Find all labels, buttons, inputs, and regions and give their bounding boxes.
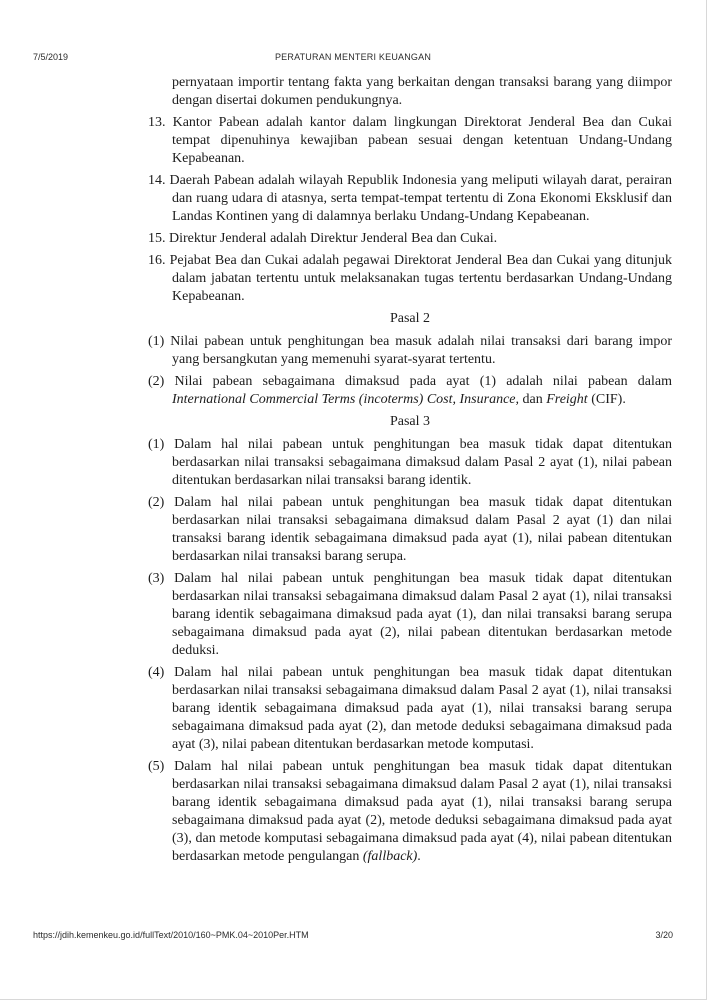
item-number: (3) <box>148 571 165 586</box>
item-text-segment: Nilai pabean sebagaimana dimaksud pada ayat (1) adalah nilai pabean dalam <box>174 374 672 389</box>
item-text-segment: dan <box>519 392 547 407</box>
item-number: (2) <box>148 374 165 389</box>
item-number: (5) <box>148 759 165 774</box>
pasal3-item-5 <box>148 758 672 866</box>
item-text: Nilai pabean untuk penghitungan bea masuk adalah nilai transaksi dari barang impor yang bersangkutan yang memenuhi syarat-syarat tertentu. <box>170 334 673 367</box>
item-text: Kantor Pabean adalah kantor dalam lingkungan Direktorat Jenderal Bea dan Cukai tempat dipenuhinya kewajiban pabean sesuai dengan ketentuan Undang-Undang Kepabeanan. <box>172 115 672 166</box>
item-text-segment: . <box>417 849 421 864</box>
pasal-3-heading: Pasal 3 <box>389 414 431 429</box>
item-text: Daerah Pabean adalah wilayah Republik Indonesia yang meliputi wilayah darat, perairan dan ruang udara di atasnya, serta tempat-tempat tertentu di Zona Ekonomi Eksklusif dan Landas Kontinen yang di dalamnya berlaku Undang-Undang Kepabeanan. <box>169 173 673 224</box>
item-text-segment: Dalam hal nilai pabean untuk penghitungan bea masuk tidak dapat ditentukan berdasarkan nilai transaksi sebagaimana dimaksud dalam Pasal 2 ayat (1), nilai transaksi barang identik sebagaimana dimaksud pada ayat (1), nilai transaksi barang serupa sebagaimana dimaksud pada ayat (2), metode deduksi sebagaimana dimaksud pada ayat (3), dan metode komputasi sebagaimana dimaksud pada ayat (4), nilai pabean ditentukan berdasarkan metode pengulangan <box>172 759 672 864</box>
item-text-italic: (fallback) <box>362 849 418 864</box>
footer-page-number: 3/20 <box>655 930 673 940</box>
pasal3-item-1 <box>148 436 672 490</box>
item-number: 15. <box>148 231 166 246</box>
item-number: (4) <box>148 665 165 680</box>
item-text-italic: International Commercial Terms (incoterms) Cost, Insurance, <box>172 392 519 407</box>
pasal3-item-2 <box>148 494 672 566</box>
item-text-italic: Freight <box>546 392 588 407</box>
list-item-16 <box>148 252 672 306</box>
item-number: 16. <box>148 253 166 268</box>
item-number: 13. <box>148 115 166 130</box>
list-item-13 <box>148 114 672 168</box>
pasal3-item-4 <box>148 664 672 754</box>
pasal2-item-1 <box>148 333 672 369</box>
page-footer <box>33 930 673 940</box>
item-text-segment: (CIF). <box>587 392 626 407</box>
pasal3-item-3 <box>148 570 672 660</box>
header-date: 7/5/2019 <box>33 52 69 62</box>
item-text: Dalam hal nilai pabean untuk penghitungan bea masuk tidak dapat ditentukan berdasarkan nilai transaksi sebagaimana dimaksud dalam Pasal 2 ayat (1), nilai pabean ditentukan berdasarkan nilai transaksi barang identik. <box>172 437 672 488</box>
document-body <box>148 74 672 870</box>
footer-url: https://jdih.kemenkeu.go.id/fullText/2010/160~PMK.04~2010Per.HTM <box>33 930 309 940</box>
item-number: (1) <box>148 334 165 349</box>
item-text: Dalam hal nilai pabean untuk penghitungan bea masuk tidak dapat ditentukan berdasarkan nilai transaksi sebagaimana dimaksud dalam Pasal 2 ayat (1) dan nilai transaksi barang identik sebagaimana dimaksud pada ayat (1), nilai pabean ditentukan berdasarkan nilai transaksi barang serupa. <box>172 495 672 564</box>
item-number: (2) <box>148 495 165 510</box>
item-text: Direktur Jenderal adalah Direktur Jenderal Bea dan Cukai. <box>169 231 498 246</box>
intro-paragraph: pernyataan importir tentang fakta yang berkaitan dengan transaksi barang yang diimpor dengan disertai dokumen pendukungnya. <box>172 75 672 108</box>
item-number: 14. <box>148 173 166 188</box>
item-number: (1) <box>148 437 165 452</box>
header-title: PERATURAN MENTERI KEUANGAN <box>274 52 432 62</box>
pasal-2-heading: Pasal 2 <box>389 311 431 326</box>
page-header <box>33 52 673 66</box>
list-item-15 <box>148 230 672 248</box>
list-item-14 <box>148 172 672 226</box>
item-text: Dalam hal nilai pabean untuk penghitungan bea masuk tidak dapat ditentukan berdasarkan nilai transaksi sebagaimana dimaksud dalam Pasal 2 ayat (1), nilai transaksi barang identik sebagaimana dimaksud pada ayat (1), dan nilai transaksi barang serupa sebagaimana dimaksud pada ayat (2), nilai pabean ditentukan berdasarkan metode deduksi. <box>172 571 672 658</box>
pasal2-item-2 <box>148 373 672 409</box>
item-text: Pejabat Bea dan Cukai adalah pegawai Direktorat Jenderal Bea dan Cukai yang ditunjuk dalam jabatan tertentu untuk melaksanakan tugas tertentu berdasarkan Undang-Undang Kepabeanan. <box>169 253 672 304</box>
item-text: Dalam hal nilai pabean untuk penghitungan bea masuk tidak dapat ditentukan berdasarkan nilai transaksi sebagaimana dimaksud dalam Pasal 2 ayat (1), nilai transaksi barang identik sebagaimana dimaksud pada ayat (1), nilai transaksi barang serupa sebagaimana dimaksud pada ayat (2), dan metode deduksi sebagaimana dimaksud pada ayat (3), nilai pabean ditentukan berdasarkan metode komputasi. <box>172 665 672 752</box>
